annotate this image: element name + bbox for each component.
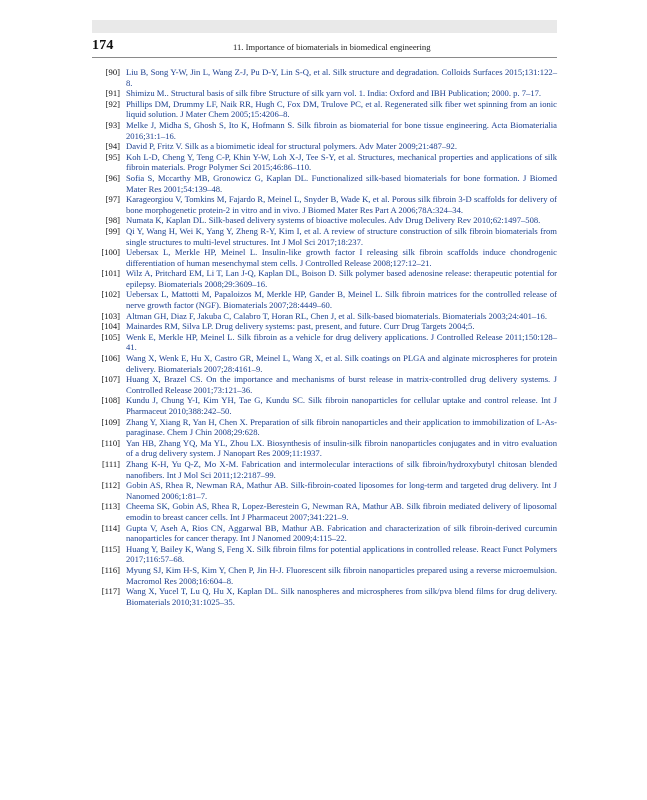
reference-number: [104] [101,321,120,332]
reference-text[interactable]: Yan HB, Zhang YQ, Ma YL, Zhou LX. Biosynthesis of insulin-silk fibroin nanoparticles conjugates and in vitro evaluation of a drug delivery system. J Nanopart Res 2009;11:1937. [126,437,557,459]
reference-number: [105] [101,331,120,342]
reference-number: [113] [101,501,120,512]
reference-item [92,501,557,522]
reference-item [92,480,557,501]
page-number: 174 [92,38,114,53]
reference-number: [96] [105,172,120,183]
reference-number: [93] [105,119,120,130]
header-divider [92,57,557,58]
reference-text[interactable]: Wenk E, Merkle HP, Meinel L. Silk fibroin as a vehicle for drug delivery applications. J Controlled Release 2011;150:128–41. [126,331,557,353]
reference-item [92,586,557,607]
reference-item [92,120,557,141]
reference-number: [95] [105,151,120,162]
reference-item [92,226,557,247]
reference-text[interactable]: Wilz A, Pritchard EM, Li T, Lan J-Q, Kaplan DL, Boison D. Silk polymer based adenosine release: therapeutic potential for epilepsy. Biomaterials 2008;29:3609–16. [126,268,557,289]
reference-item [92,88,557,99]
reference-text[interactable]: Shimizu M.. Structural basis of silk fibre Structure of silk yarn vol. 1. India: Oxford and IBH Publication; 2000. p. 7–17. [126,88,542,99]
reference-item [92,374,557,395]
reference-item [92,173,557,194]
reference-item [92,215,557,226]
reference-text[interactable]: Melke J, Midha S, Ghosh S, Ito K, Hofmann S. Silk fibroin as biomaterial for bone tissue engineering. Acta Biomaterialia 2016;31:1–16. [126,119,557,141]
reference-text[interactable]: Liu B, Song Y-W, Jin L, Wang Z-J, Pu D-Y, Lin S-Q, et al. Silk structure and degradation. Colloids Surfaces 2015;131:122–8. [126,67,557,88]
reference-number: [108] [101,395,120,406]
reference-item [92,417,557,438]
reference-item [92,194,557,215]
reference-number: [111] [102,458,120,469]
reference-item [92,152,557,173]
reference-text[interactable]: Mainardes RM, Silva LP. Drug delivery systems: past, present, and future. Curr Drug Targets 2004;5. [126,321,475,332]
reference-text[interactable]: Gupta V, Aseh A, Rios CN, Aggarwal BB, Mathur AB. Fabrication and characterization of silk fibroin-derived curcumin nanoparticles for cancer therapy. Int J Nanomed 2009;4:115–22. [126,522,557,544]
reference-number: [98] [105,215,120,226]
reference-number: [103] [101,310,120,321]
reference-text[interactable]: Karageorgiou V, Tomkins M, Fajardo R, Meinel L, Snyder B, Wade K, et al. Porous silk fibroin 3-D scaffolds for delivery of bone morphogenetic protein-2 in vitro and in vivo. J Biomed Mater Res Part A 2006;78A:324–34. [126,194,557,215]
reference-text[interactable]: Numata K, Kaplan DL. Silk-based delivery systems of bioactive molecules. Adv Drug Delivery Rev 2010;62:1497–508. [126,215,541,226]
reference-text[interactable]: Cheema SK, Gobin AS, Rhea R, Lopez-Berestein G, Newman RA, Mathur AB. Silk fibroin mediated delivery of liposomal emodin to breast cancer cells. Int J Pharmaceut 2007;341:221–9. [126,501,557,522]
header-band [92,20,557,33]
reference-text[interactable]: Uebersax L, Mattotti M, Papaloizos M, Merkle HP, Gander B, Meinel L. Silk fibroin matrices for the controlled release of nerve growth factor (NGF). Biomaterials 2007;28:4449–60. [126,289,557,311]
reference-text[interactable]: Myung SJ, Kim H-S, Kim Y, Chen P, Jin H-J. Fluorescent silk fibroin nanoparticles prepared using a reverse microemulsion. Macromol Res 2008;16:604–8. [126,564,557,586]
reference-item [92,311,557,322]
reference-item [92,289,557,310]
reference-number: [101] [101,268,120,279]
reference-text[interactable]: Qi Y, Wang H, Wei K, Yang Y, Zheng R-Y, Kim I, et al. A review of structure construction of silk fibroin biomaterials from single structures to multi-level structures. Int J Mol Sci 2017;18:237. [126,225,557,247]
reference-item [92,544,557,565]
reference-item [92,67,557,88]
reference-text[interactable]: Zhang K-H, Yu Q-Z, Mo X-M. Fabrication and intermolecular interactions of silk fibroin/hydroxybutyl chitosan blended nanofibers. Int J Mol Sci 2011;12:2187–99. [126,458,557,480]
reference-number: [100] [101,247,120,258]
reference-text[interactable]: Koh L-D, Cheng Y, Teng C-P, Khin Y-W, Loh X-J, Tee S-Y, et al. Structures, mechanical properties and applications of silk fibroin materials. Progr Polymer Sci 2015;46:86–110. [126,151,557,173]
reference-number: [102] [101,289,120,300]
reference-number: [107] [101,374,120,385]
reference-item [92,459,557,480]
reference-text[interactable]: Altman GH, Diaz F, Jakuba C, Calabro T, Horan RL, Chen J, et al. Silk-based biomaterials. Biomaterials 2003;24:401–16. [126,310,547,321]
reference-number: [92] [105,98,120,109]
reference-text[interactable]: Huang X, Brazel CS. On the importance and mechanisms of burst release in matrix-controlled drug delivery systems. J Controlled Release 2001;73:121–36. [126,374,557,395]
reference-number: [112] [101,480,120,491]
chapter-title: 11. Importance of biomaterials in biomedical engineering [233,42,431,52]
reference-item [92,321,557,332]
reference-item [92,332,557,353]
reference-number: [114] [101,522,120,533]
reference-text[interactable]: Zhang Y, Xiang R, Yan H, Chen X. Preparation of silk fibroin nanoparticles and their application to immobilization of L-As-paraginase. Chem J Chin 2008;29:628. [126,416,557,438]
reference-text[interactable]: Huang Y, Bailey K, Wang S, Feng X. Silk fibroin films for potential applications in controlled release. React Funct Polymers 2017;116:57–68. [126,543,557,565]
reference-number: [110] [101,437,120,448]
reference-number: [116] [101,564,120,575]
reference-item [92,353,557,374]
reference-number: [99] [105,225,120,236]
reference-list [92,67,557,607]
reference-text[interactable]: David P, Fritz V. Silk as a biomimetic ideal for structural polymers. Adv Mater 2009;21:487–92. [126,141,457,152]
reference-text[interactable]: Sofia S, Mccarthy MB, Gronowicz G, Kaplan DL. Functionalized silk-based biomaterials for bone formation. J Biomed Mater Res 2001;54:139–48. [126,172,557,194]
reference-number: [91] [105,88,120,99]
reference-item [92,523,557,544]
reference-number: [109] [101,416,120,427]
page-header [92,38,557,56]
reference-text[interactable]: Kundu J, Chung Y-I, Kim YH, Tae G, Kundu SC. Silk fibroin nanoparticles for cellular uptake and control release. Int J Pharmaceut 2010;388:242–50. [126,395,557,416]
reference-text[interactable]: Phillips DM, Drummy LF, Naik RR, Hugh C, Fox DM, Trulove PC, et al. Regenerated silk fiber wet spinning from an ionic liquid solution. J Mater Chem 2005;15:4206–8. [126,98,557,120]
reference-item [92,99,557,120]
reference-item [92,395,557,416]
reference-text[interactable]: Wang X, Wenk E, Hu X, Castro GR, Meinel L, Wang X, et al. Silk coatings on PLGA and alginate microspheres for protein delivery. Biomaterials 2007;28:4161–9. [126,353,557,374]
reference-text[interactable]: Wang X, Yucel T, Lu Q, Hu X, Kaplan DL. Silk nanospheres and microspheres from silk/pva blend films for drug delivery. Biomaterials 2010;31:1025–35. [126,586,557,607]
reference-item [92,141,557,152]
reference-number: [97] [105,194,120,205]
reference-item [92,565,557,586]
reference-number: [115] [101,543,120,554]
reference-item [92,438,557,459]
reference-item [92,247,557,268]
reference-item [92,268,557,289]
reference-number: [90] [105,67,120,77]
reference-number: [106] [101,353,120,364]
reference-number: [94] [105,141,120,152]
reference-number: [117] [101,586,120,597]
reference-text[interactable]: Gobin AS, Rhea R, Newman RA, Mathur AB. Silk-fibroin-coated liposomes for long-term and targeted drug delivery. Int J Nanomed 2006;1:81–7. [126,480,557,501]
reference-text[interactable]: Uebersax L, Merkle HP, Meinel L. Insulin-like growth factor I releasing silk fibroin scaffolds induce chondrogenic differentiation of human mesenchymal stem cells. J Controlled Release 2008;127:12–21. [126,247,557,268]
